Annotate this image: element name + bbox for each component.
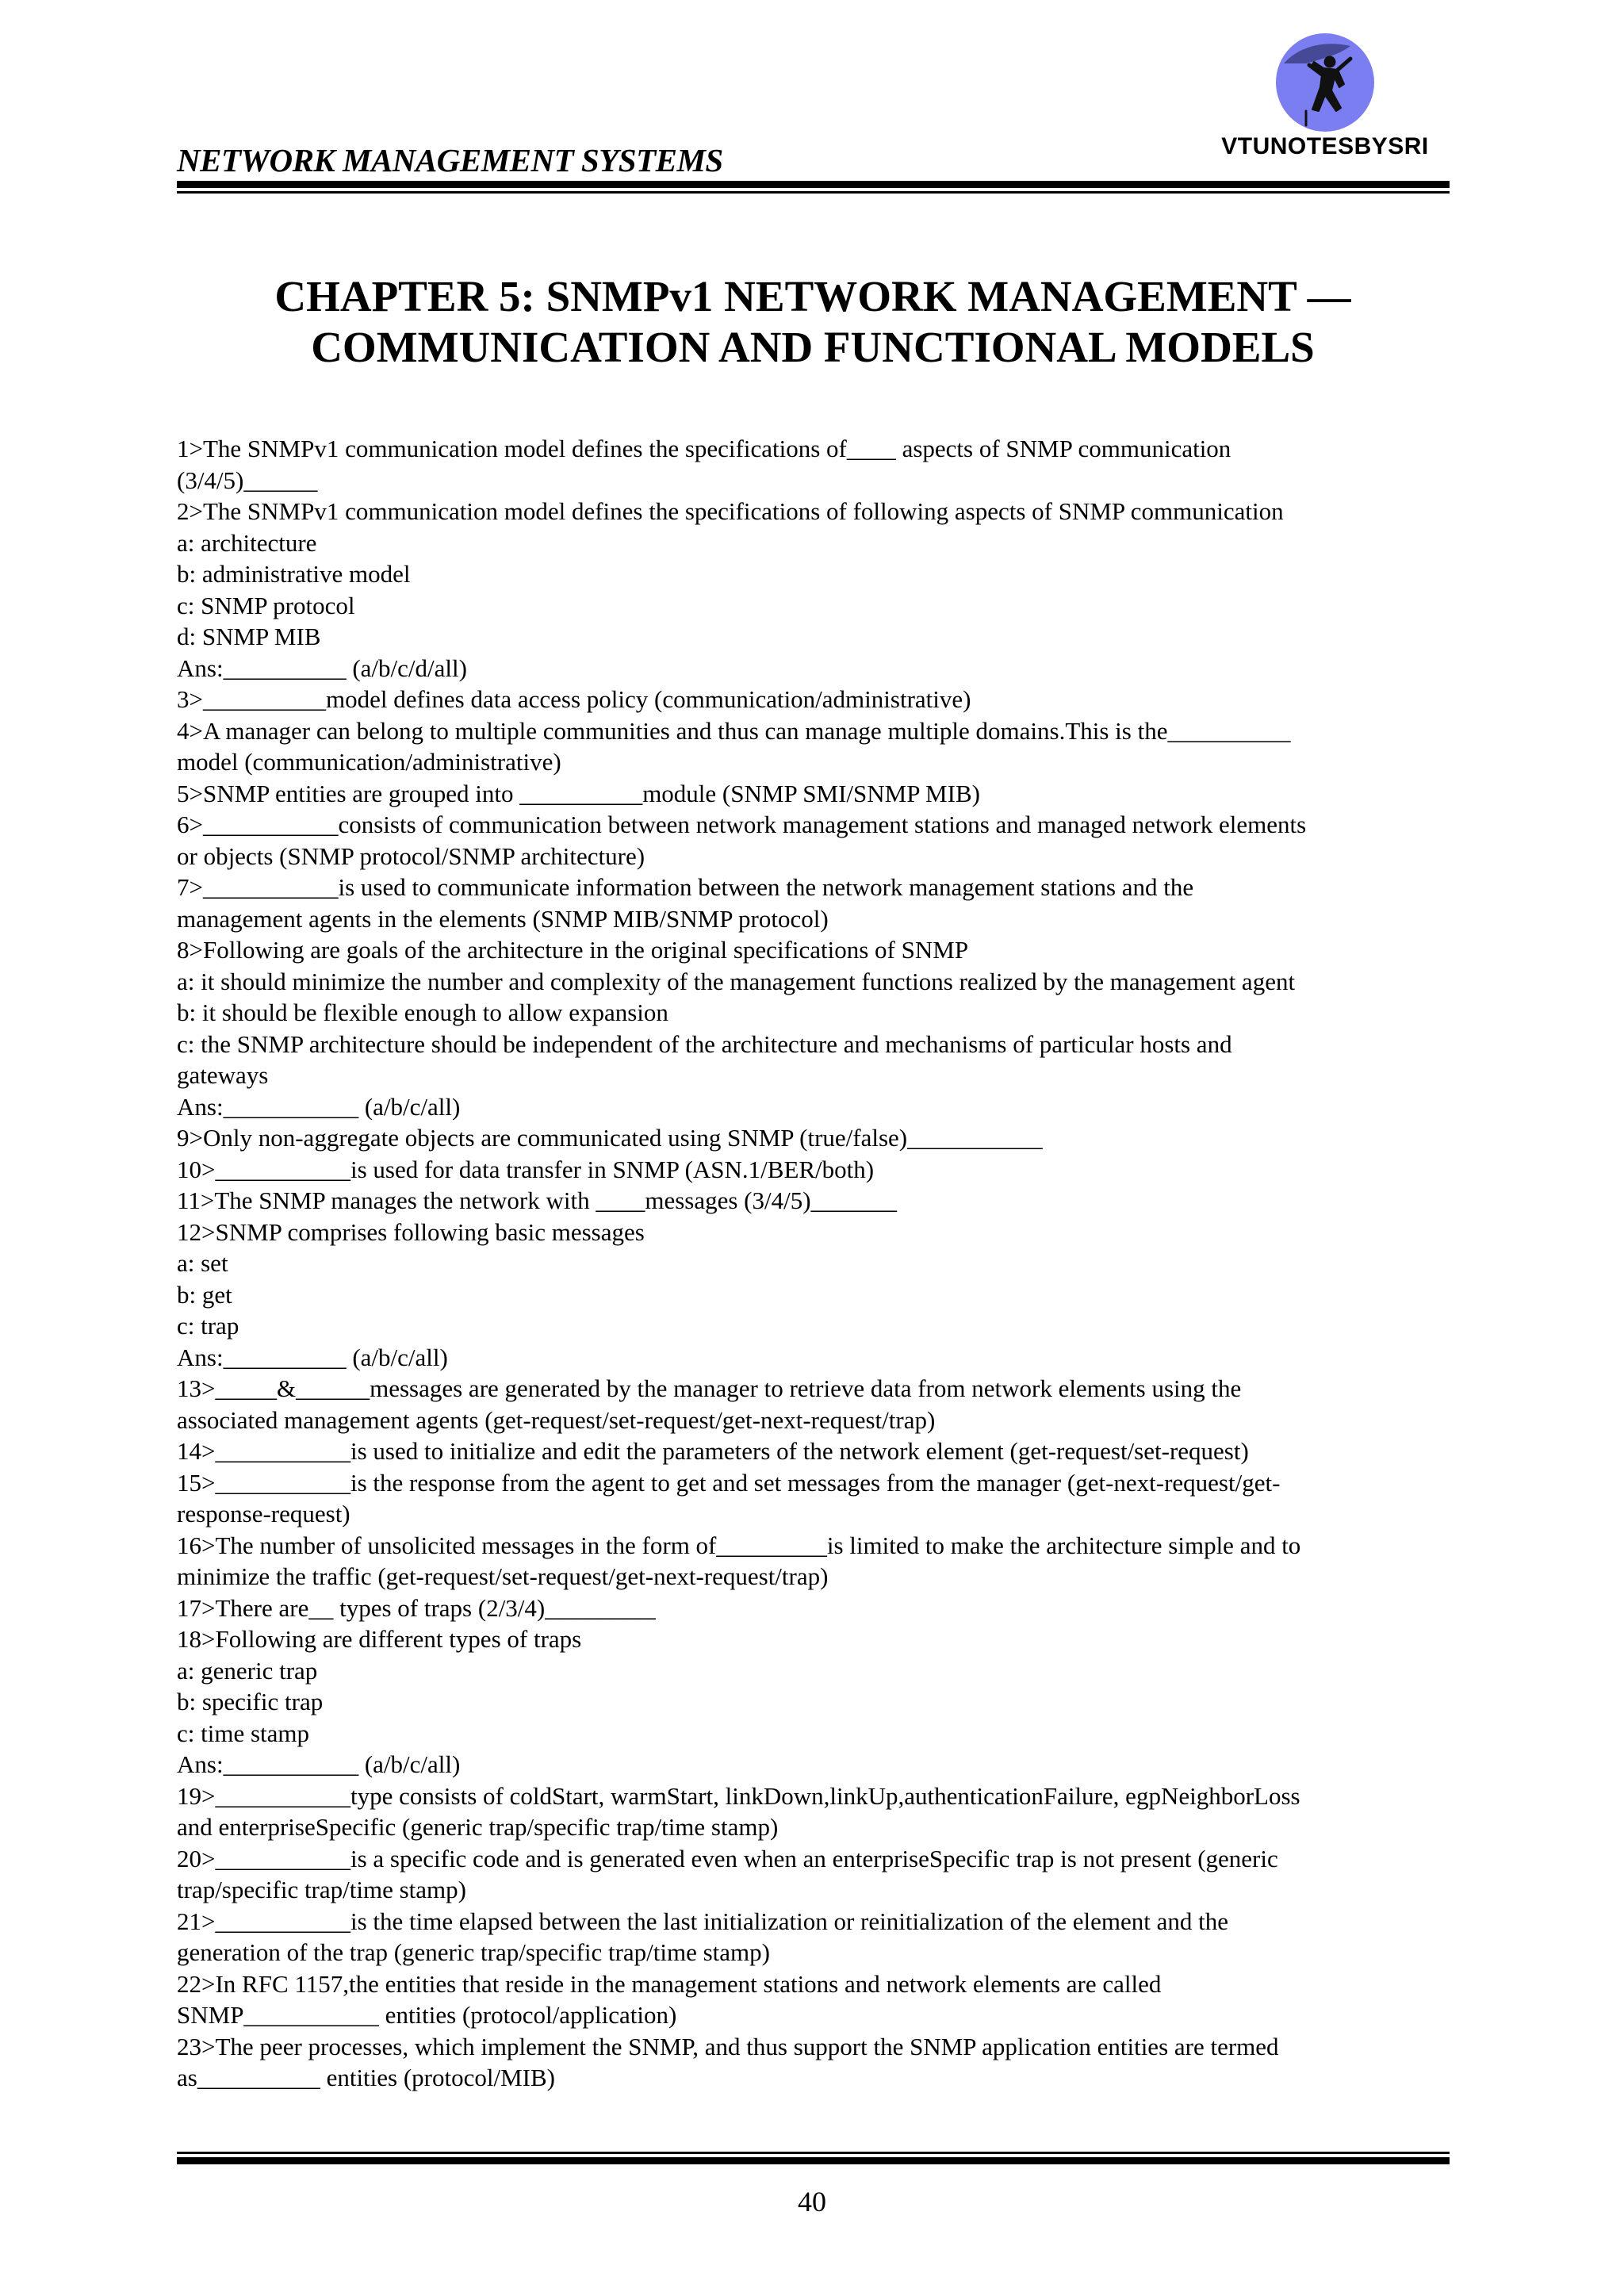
- text-line: 13>_____&______messages are generated by the manager to retrieve data from network elements using the: [177, 1374, 1242, 1402]
- text-line: 2>The SNMPv1 communication model defines the specifications of following aspects of SNMP communication: [177, 497, 1284, 525]
- text-line: 8>Following are goals of the architecture in the original specifications of SNMP: [177, 936, 969, 964]
- text-line: 20>___________is a specific code and is generated even when an enterpriseSpecific trap is not present (generic: [177, 1844, 1278, 1872]
- text-line: c: the SNMP architecture should be independent of the architecture and mechanisms of particular hosts and: [177, 1029, 1232, 1058]
- text-line: trap/specific trap/time stamp): [177, 1876, 466, 1903]
- climber-logo-icon: [1274, 32, 1376, 133]
- text-line: 7>___________is used to communicate information between the network management stations and the: [177, 873, 1194, 901]
- running-header-title: NETWORK MANAGEMENT SYSTEMS: [177, 142, 723, 178]
- page-number: 40: [798, 2186, 826, 2217]
- footer-rule-thick: [177, 2157, 1450, 2164]
- text-line: 18>Following are different types of traps: [177, 1625, 582, 1653]
- text-line: as__________ entities (protocol/MIB): [177, 2064, 555, 2091]
- text-line: 17>There are__ types of traps (2/3/4)_________: [177, 1593, 656, 1622]
- text-line: 15>___________is the response from the agent to get and set messages from the manager (get-next-request/get-: [177, 1468, 1281, 1497]
- text-line: response-request): [177, 1500, 350, 1527]
- text-line: b: administrative model: [177, 560, 411, 588]
- text-line: 1>The SNMPv1 communication model defines the specifications of____ aspects of SNMP communication: [177, 435, 1231, 462]
- text-line: 19>___________type consists of coldStart, warmStart, linkDown,linkUp,authenticationFailure, egpNeighborLoss: [177, 1781, 1300, 1810]
- text-line: c: time stamp: [177, 1719, 310, 1747]
- text-line: SNMP___________ entities (protocol/application): [177, 2001, 677, 2029]
- text-line: or objects (SNMP protocol/SNMP architecture): [177, 841, 645, 870]
- text-line: a: generic trap: [177, 1656, 318, 1685]
- text-line: gateways: [177, 1061, 269, 1089]
- text-line: Ans:___________ (a/b/c/all): [177, 1092, 461, 1121]
- text-line: 9>Only non-aggregate objects are communicated using SNMP (true/false)___________: [177, 1124, 1043, 1152]
- text-line: b: get: [177, 1280, 232, 1309]
- chapter-title-line-1: CHAPTER 5: SNMPv1 NETWORK MANAGEMENT —: [274, 272, 1351, 320]
- text-line: 11>The SNMP manages the network with ____messages (3/4/5)_______: [177, 1186, 898, 1214]
- text-line: a: architecture: [177, 528, 317, 557]
- text-line: Ans:___________ (a/b/c/all): [177, 1750, 461, 1778]
- header-rule-thick: [177, 181, 1450, 188]
- text-line: 12>SNMP comprises following basic messages: [177, 1217, 645, 1246]
- logo: [1209, 32, 1455, 167]
- question-list: [177, 433, 1454, 2094]
- footer-rule-thin: [177, 2152, 1450, 2154]
- text-line: associated management agents (get-request/set-request/get-next-request/trap): [177, 1405, 936, 1434]
- text-line: 4>A manager can belong to multiple communities and thus can manage multiple domains.This is the__________: [177, 716, 1291, 745]
- chapter-title: [177, 271, 1449, 373]
- logo-text: VTUNOTESBYSRI: [1221, 133, 1429, 159]
- text-line: 14>___________is used to initialize and edit the parameters of the network element (get-request/set-request): [177, 1437, 1249, 1465]
- text-line: 5>SNMP entities are grouped into __________module (SNMP SMI/SNMP MIB): [177, 779, 980, 807]
- text-line: and enterpriseSpecific (generic trap/specific trap/time stamp): [177, 1813, 779, 1841]
- text-line: 23>The peer processes, which implement the SNMP, and thus support the SNMP application entities are termed: [177, 2032, 1279, 2060]
- text-line: a: it should minimize the number and complexity of the management functions realized by the management agent: [177, 967, 1296, 995]
- text-line: management agents in the elements (SNMP MIB/SNMP protocol): [177, 904, 829, 933]
- text-line: b: it should be flexible enough to allow expansion: [177, 999, 668, 1026]
- text-line: 10>___________is used for data transfer in SNMP (ASN.1/BER/both): [177, 1155, 875, 1183]
- chapter-title-line-2: COMMUNICATION AND FUNCTIONAL MODELS: [311, 323, 1315, 371]
- text-line: 6>___________consists of communication between network management stations and managed network elements: [177, 811, 1307, 838]
- text-line: Ans:__________ (a/b/c/all): [177, 1343, 448, 1371]
- text-line: c: trap: [177, 1312, 239, 1340]
- text-line: (3/4/5)______: [177, 466, 318, 494]
- text-line: d: SNMP MIB: [177, 623, 321, 650]
- text-line: 16>The number of unsolicited messages in the form of_________is limited to make the architecture simple and to: [177, 1531, 1301, 1559]
- text-line: a: set: [177, 1249, 228, 1277]
- header-rule-thin: [177, 191, 1450, 194]
- text-line: c: SNMP protocol: [177, 591, 355, 619]
- text-line: 22>In RFC 1157,the entities that reside in the management stations and network elements are called: [177, 1969, 1162, 1998]
- text-line: Ans:__________ (a/b/c/d/all): [177, 654, 467, 682]
- text-line: model (communication/administrative): [177, 748, 561, 776]
- text-line: b: specific trap: [177, 1688, 324, 1715]
- text-line: 3>__________model defines data access policy (communication/administrative): [177, 685, 971, 713]
- text-line: minimize the traffic (get-request/set-request/get-next-request/trap): [177, 1562, 829, 1590]
- text-line: generation of the trap (generic trap/specific trap/time stamp): [177, 1938, 770, 1966]
- text-line: 21>___________is the time elapsed between the last initialization or reinitialization of the element and the: [177, 1907, 1228, 1935]
